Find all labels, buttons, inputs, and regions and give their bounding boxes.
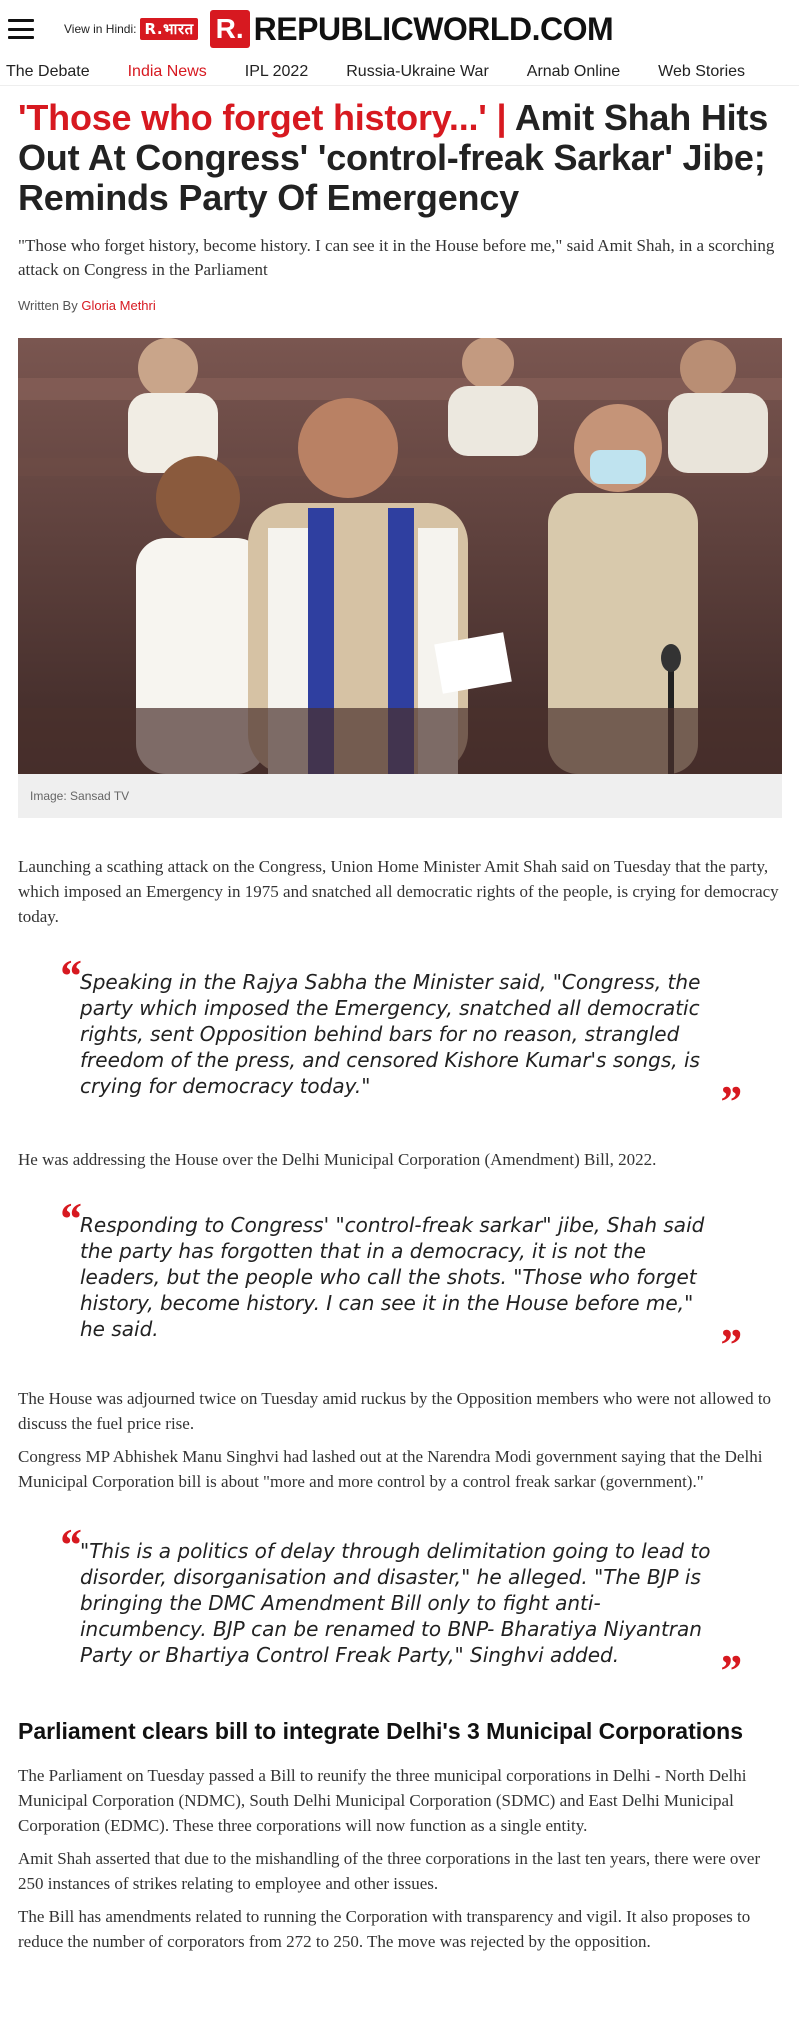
hindi-switch[interactable] bbox=[64, 18, 198, 40]
lead-image bbox=[18, 338, 782, 774]
site-logo[interactable] bbox=[210, 10, 613, 48]
quote-close-icon: ” bbox=[718, 1319, 741, 1370]
title-highlight: 'Those who forget history...' | bbox=[18, 97, 515, 138]
nav-item-russia-ukraine-war[interactable]: Russia-Ukraine War bbox=[346, 62, 489, 80]
article-summary: "Those who forget history, become history. I can see it in the House before me," said Amit Shah, in a scorching attack on Congress in the Parliament bbox=[18, 236, 775, 279]
quote-open-icon: “ bbox=[58, 1519, 81, 1570]
paragraph-5: The Parliament on Tuesday passed a Bill to reunify the three municipal corporations in Delhi - North Delhi Municipal Corporation (NDMC), South Delhi Municipal Corporation (SDMC) and East Delhi Municipal Corporation (EDMC). These three corporations will now function as a single entity. bbox=[18, 1766, 747, 1835]
menu-icon[interactable] bbox=[8, 19, 34, 39]
hindi-label: View in Hindi: bbox=[64, 22, 137, 36]
nav-item-web-stories[interactable]: Web Stories bbox=[658, 62, 746, 80]
parliament-photo-illustration bbox=[18, 338, 782, 774]
paragraph-6: Amit Shah asserted that due to the mishandling of the three corporations in the last ten years, there were over 250 instances of strikes relating to employee and other issues. bbox=[18, 1849, 761, 1893]
article-title bbox=[18, 98, 781, 218]
paragraph-3: The House was adjourned twice on Tuesday amid ruckus by the Opposition members who were not allowed to discuss the fuel price rise. bbox=[18, 1389, 772, 1433]
author-link[interactable]: Gloria Methri bbox=[81, 298, 156, 313]
main-nav bbox=[0, 58, 799, 86]
brand-name: REPUBLICWORLD.COM bbox=[253, 10, 614, 47]
brand-mark: R. bbox=[210, 10, 250, 48]
quote-open-icon: “ bbox=[58, 950, 81, 1001]
quote-text: Speaking in the Rajya Sabha the Minister said, "Congress, the party which imposed the Emergency, snatched all democratic rights, sent Opposition behind bars for no reason, strangled freedom of the press, and censored Kishore Kumar's songs, is crying for democracy today." bbox=[80, 970, 701, 1098]
site-header bbox=[0, 0, 799, 58]
quote-text: "This is a politics of delay through delimitation going to lead to disorder, disorganisation and disaster," he alleged. "The BJP is bringing the DMC Amendment Bill only to fight anti-incumbency. BJP can be renamed to BNP- Bharatiya Niyantran Party or Bhartiya Control Freak Party," Singhvi added. bbox=[80, 1539, 711, 1667]
pull-quote-1 bbox=[18, 950, 781, 1127]
quote-close-icon: ” bbox=[718, 1076, 741, 1127]
pull-quote-3 bbox=[18, 1519, 781, 1696]
quote-close-icon: ” bbox=[718, 1645, 741, 1696]
quote-open-icon: “ bbox=[58, 1193, 81, 1244]
image-caption: Image: Sansad TV bbox=[30, 789, 130, 803]
nav-item-arnab-online[interactable]: Arnab Online bbox=[526, 62, 621, 80]
nav-item-ipl-2022[interactable]: IPL 2022 bbox=[244, 62, 309, 80]
section-heading: Parliament clears bill to integrate Delhi's 3 Municipal Corporations bbox=[18, 1718, 744, 1744]
byline bbox=[18, 298, 781, 313]
nav-item-india-news[interactable]: India News bbox=[127, 62, 207, 80]
republic-bharat-logo[interactable]: R.भारत bbox=[140, 18, 197, 40]
pull-quote-2 bbox=[18, 1193, 781, 1370]
nav-item-the-debate[interactable]: The Debate bbox=[6, 62, 90, 80]
paragraph-7: The Bill has amendments related to running the Corporation with transparency and vigil. It also proposes to reduce the number of corporators from 272 to 250. The move was rejected by the opposition. bbox=[18, 1907, 751, 1951]
paragraph-2: He was addressing the House over the Delhi Municipal Corporation (Amendment) Bill, 2022. bbox=[18, 1150, 657, 1169]
article bbox=[0, 98, 799, 1954]
quote-text: Responding to Congress' "control-freak sarkar" jibe, Shah said the party has forgotten that in a democracy, it is not the leaders, but the people who call the shots. "Those who forget history, become history. I can see it in the House before me," he said. bbox=[80, 1213, 705, 1341]
title-text: Amit Shah Hits Out At Congress' 'control-freak Sarkar' Jibe; Reminds Party Of Emergency bbox=[18, 97, 769, 218]
paragraph-4: Congress MP Abhishek Manu Singhvi had lashed out at the Narendra Modi government saying that the Delhi Municipal Corporation bill is about "more and more control by a control freak sarkar (government)." bbox=[18, 1447, 763, 1491]
lead-image-figure bbox=[18, 338, 782, 818]
paragraph-1: Launching a scathing attack on the Congress, Union Home Minister Amit Shah said on Tuesday that the party, which imposed an Emergency in 1975 and snatched all democratic rights of the people, is crying for democracy today. bbox=[18, 857, 779, 926]
written-by-label: Written By bbox=[18, 298, 78, 313]
